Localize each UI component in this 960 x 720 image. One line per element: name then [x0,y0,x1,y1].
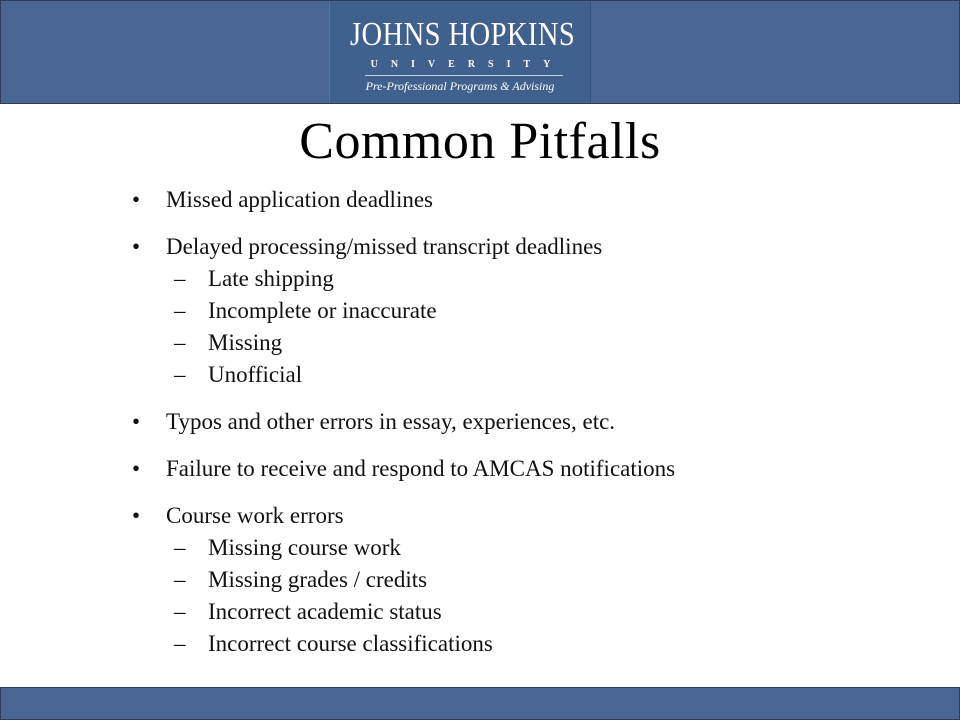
bullet-text: Delayed processing/missed transcript deadlines [166,234,603,259]
sub-item: – Incorrect academic status [166,596,932,628]
sub-item: – Unofficial [166,359,932,391]
bullet-item [132,500,932,660]
logo-university: UNIVERSITY [370,59,564,70]
sub-item: – Missing course work [166,532,932,564]
header-banner [0,0,960,104]
bullet-text: Typos and other errors in essay, experiences, etc. [166,409,616,434]
bullet-item [132,453,932,485]
bullet-text: Failure to receive and respond to AMCAS notifications [166,456,676,481]
sub-item: – Incorrect course classifications [166,628,932,660]
sub-list [166,532,932,660]
sub-item: – Missing [166,327,932,359]
sub-item: – Missing grades / credits [166,564,932,596]
logo-divider [365,75,563,76]
sub-list [166,263,932,391]
bullet-item [132,406,932,438]
bullet-text: Course work errors [166,503,344,528]
sub-item: – Incomplete or inaccurate [166,295,932,327]
bullet-text: Missed application deadlines [166,187,433,212]
footer-banner [0,687,960,720]
logo-tagline: Pre-Professional Programs & Advising [365,79,555,93]
bullet-item [132,184,932,216]
bullet-item [132,231,932,391]
sub-item: – Late shipping [166,263,932,295]
university-logo [329,1,591,103]
bullet-list [132,184,932,675]
slide-title: Common Pitfalls [299,113,661,170]
logo-name: JOHNS HOPKINS [349,16,576,53]
